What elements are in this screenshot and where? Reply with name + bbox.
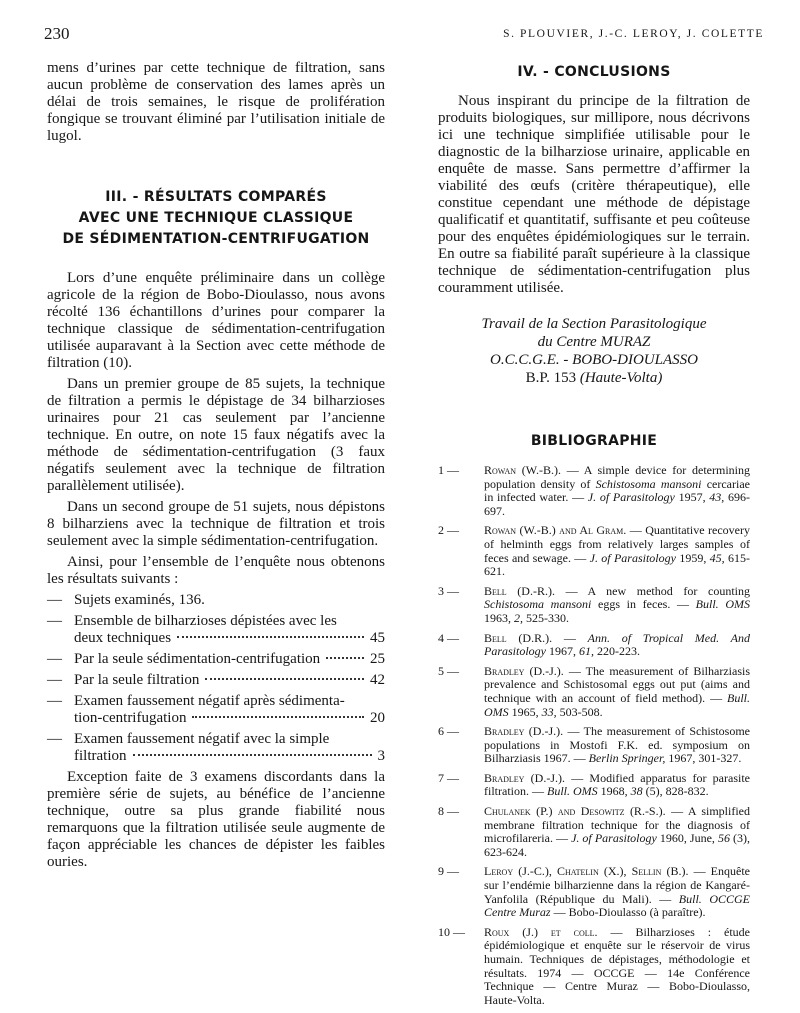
signature-po-box: B.P. 153 [525,370,577,386]
results-list [47,592,385,765]
conclusion-paragraph: Nous inspirant du principe de la filtration de produits biologiques, sur millipore, nous décrivons ici une technique simplifiée utilisable pour le diagnostic de la bilharziose urinaire, applicable en enquête de masse. Sans permettre d’affirmer la viabilité des œufs (critère thérapeutique), elle constitue cependant une méthode de dépistage qualificatif et quantitatif, suffisante et peu coûteuse pour des enquêtes épidémiologiques sur le terrain. En outre sa fiabilité paraît supérieure à la classique technique de sédimentation-centrifugation plus couramment utilisée. [438,93,750,296]
list-item-value: 20 [370,710,385,726]
list-dash: — [47,731,62,747]
reference-number: 10 — [438,924,465,939]
section3-heading-line3: DE SÉDIMENTATION-CENTRIFUGATION [62,231,370,247]
list-item-label: Sujets examinés, 136. [74,592,205,608]
running-head: S. PLOUVIER, J.-C. LEROY, J. COLETTE [503,28,764,40]
page-number: 230 [44,24,70,43]
reference-item: 3 — Bell (D.-R.). — A new method for counting Schistosoma mansoni eggs in feces. — Bull. OMS 1963, 2, 525-330. [438,583,750,625]
list-item-label: Par la seule filtration [74,672,200,688]
results-paragraph-1: Lors d’une enquête préliminaire dans un collège agricole de la région de Bobo-Dioulasso, nous avons récolté 136 échantillons d’urines pour comparer la technique classique de sédimentation-centrifugation utilisée auparavant à la Section avec cette méthode de filtration (10). [47,270,385,371]
list-item [47,613,385,647]
reference-number: 7 — [438,770,459,785]
reference-number: 1 — [438,463,459,477]
reference-item: 5 — Bradley (D.-J.). — The measurement of Bilharziasis prevalence and Schistosomal eggs out put (aims and technique with an account of field method). — Bull. OMS 1965, 33, 503-508. [438,663,750,719]
list-dash: — [47,672,62,688]
section3-heading-line2: AVEC UNE TECHNIQUE CLASSIQUE [78,210,354,226]
reference-number: 3 — [438,583,459,598]
reference-number: 6 — [438,724,459,739]
list-item [47,672,385,689]
signature-country: (Haute-Volta) [579,370,663,386]
bibliography-list [438,464,750,1007]
list-item-label: Examen faussement négatif avec la simple [74,731,330,747]
reference-number: 2 — [438,523,459,538]
section3-heading [47,187,385,250]
list-item-label: filtration [74,748,127,764]
list-dash: — [47,592,62,608]
left-column [47,60,385,871]
signature-line [438,369,750,387]
reference-number: 9 — [438,864,459,879]
reference-number: 4 — [438,630,459,645]
affiliation-signature [438,315,750,387]
reference-item: 4 — Bell (D.R.). — Ann. of Tropical Med. And Parasitology 1967, 61, 220-223. [438,630,750,659]
right-column [438,60,750,1013]
list-dash: — [47,693,62,709]
list-dash: — [47,613,62,629]
list-item-label: Par la seule sédimentation-centrifugation [74,651,321,667]
reference-item: 1 — Rowan (W.-B.). — A simple device for determining population density of Schistosoma mansoni cercariae in infected water. — J. of Parasitology 1957, 43, 696-697. [438,463,750,518]
signature-line: du Centre MURAZ [537,334,651,350]
list-dash: — [47,651,62,667]
signature-line: O.C.C.G.E. - BOBO-DIOULASSO [490,352,698,368]
reference-item: 10 — Roux (J.) et coll. — Bilharzioses : étude épidémiologique et enquête sur le réservoir de virus humain. Techniques de dépistages, méthodologie et résultats. 1974 — OCCGE — 14e Conférence Technique — Centre Muraz — Bobo-Dioulasso, Haute-Volta. [438,924,750,1007]
bibliography-heading: BIBLIOGRAPHIE [530,433,658,449]
results-paragraph-5: Exception faite de 3 examens discordants dans la première série de sujets, au bénéfice de l’ancienne technique, outre sa plus grande fiabilité nous remarquons que la filtration utilisée seule augmente de façon appréciable les chances de dépister les faibles ouries. [47,769,385,870]
reference-number: 8 — [438,804,459,819]
reference-item: 7 — Bradley (D.-J.). — Modified apparatus for parasite filtration. — Bull. OMS 1968, 38 (5), 828-832. [438,770,750,799]
list-item-label: Ensemble de bilharzioses dépistées avec les [74,613,337,629]
reference-item: 2 — Rowan (W.-B.) and Al Gram. — Quantitative recovery of helminth eggs from relatively larges samples of feces and sewage. — J. of Parasitology 1959, 45, 615-621. [438,523,751,579]
list-item [47,592,385,609]
section4-heading: IV. - CONCLUSIONS [517,64,671,80]
page-header [44,24,764,46]
list-item-value: 45 [370,630,385,646]
reference-item: 6 — Bradley (D.-J.). — The measurement of Schistosome populations in Mostofi F.K. ed. symposium on Bilharziasis 1967. — Berlin Springer, 1967, 301-327. [438,724,751,766]
list-item [47,651,385,668]
reference-item: 9 — Leroy (J.-C.), Chatelin (X.), Sellin (B.). — Enquête sur l’endémie bilharzienne dans la région de Kangaré-Yanfolila (République du Mali). — Bull. OCCGE Centre Muraz — Bobo-Dioulasso (à paraître). [438,864,750,920]
reference-item: 8 — Chulanek (P.) and Desowitz (R.-S.). — A simplified membrane filtration technique for the diagnosis of microfilareria. — J. of Parasitology 1960, June, 56 (3), 623-624. [438,804,750,859]
results-paragraph-3: Dans un second groupe de 51 sujets, nous dépistons 8 bilharziens avec la technique de filtration et trois seulement avec la simple sédimentation-centrifugation. [47,499,385,549]
list-item-value: 42 [370,672,385,688]
reference-number: 5 — [438,663,459,678]
list-item [47,693,385,727]
results-paragraph-4: Ainsi, pour l’ensemble de l’enquête nous obtenons les résultats suivants : [47,554,385,587]
signature-line: Travail de la Section Parasitologique [481,316,707,332]
list-item-label: tion-centrifugation [74,710,187,726]
results-paragraph-2: Dans un premier groupe de 85 sujets, la technique de filtration a permis le dépistage de 34 bilharzioses urinaires pour 21 cas seulement par l’ancienne technique. En outre, on note 15 faux négatifs avec la méthode de sédimentation-centrifugation (3 faux négatifs seulement avec la technique de filtration parallèlement utilisée). [47,376,385,494]
list-item-value: 3 [377,748,385,764]
list-item-label: deux techniques [74,630,172,646]
list-item-value: 25 [370,651,385,667]
section3-heading-line1: III. - RÉSULTATS COMPARÉS [105,189,327,205]
intro-paragraph: mens d’urines par cette technique de filtration, sans aucun problème de conservation des lames après un délai de trois semaines, le risque de prolifération fongique se trouvant éliminé par l’utilisation initiale de lugol. [47,60,385,144]
list-item-label: Examen faussement négatif après sédimenta- [74,693,345,709]
list-item [47,731,385,765]
